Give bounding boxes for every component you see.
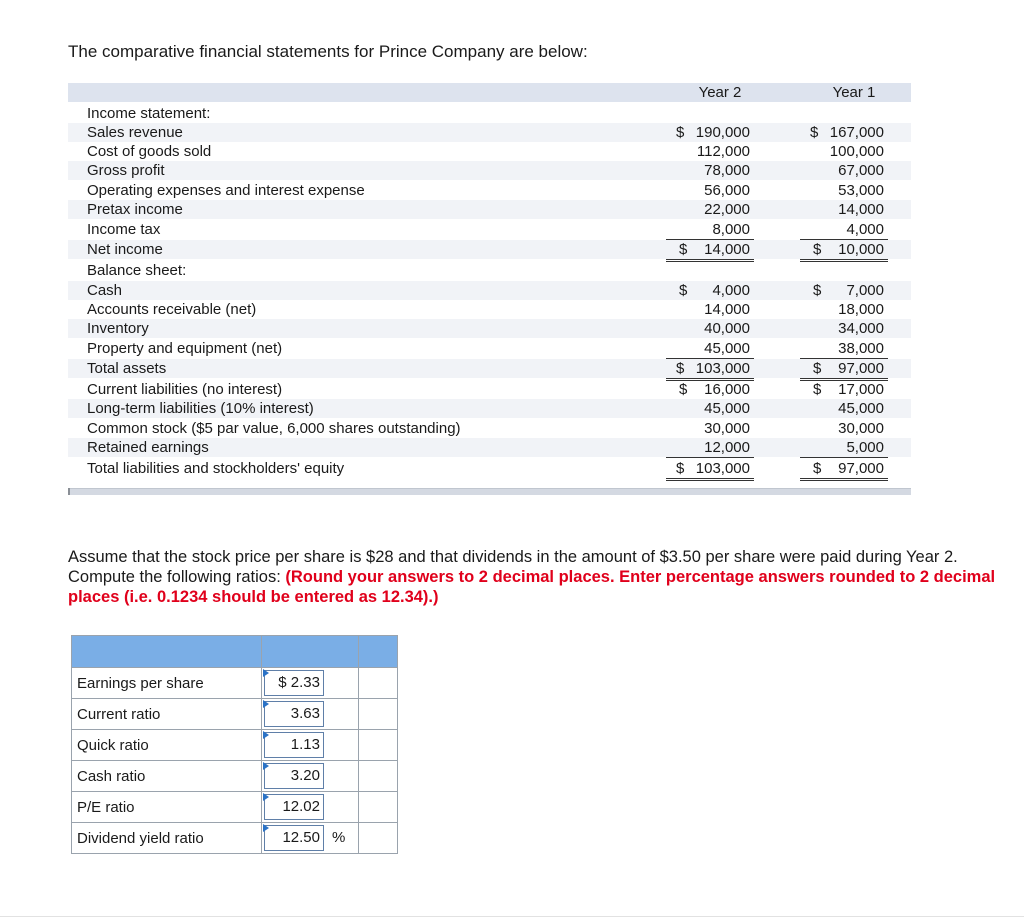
underline (800, 457, 888, 458)
currency-sign: $ (676, 124, 685, 141)
statement-value-y1: 30,000 (838, 420, 884, 437)
statement-row-label: Cost of goods sold (87, 143, 212, 160)
ratio-row (72, 730, 398, 761)
currency-sign: $ (813, 241, 822, 258)
underline (800, 259, 888, 260)
currency-sign: $ (813, 460, 822, 477)
financial-statement (68, 83, 911, 493)
ratio-value-cell (262, 699, 359, 730)
statement-value-y1: 14,000 (838, 201, 884, 218)
statement-value-y2: 103,000 (695, 360, 750, 377)
statement-row-label: Long-term liabilities (10% interest) (87, 400, 314, 417)
statement-value-y1: 167,000 (829, 124, 884, 141)
earnings-per-share-input[interactable]: $ 2.33 (264, 670, 324, 696)
ratio-name: Dividend yield ratio (72, 823, 262, 854)
statement-value-y1: 45,000 (838, 400, 884, 417)
underline (666, 457, 754, 458)
currency-sign: $ (813, 282, 822, 299)
header-cell-unit (359, 636, 398, 668)
statement-value-y1: 100,000 (829, 143, 884, 160)
statement-row-label: Retained earnings (87, 439, 209, 456)
ratio-name: Cash ratio (72, 761, 262, 792)
header-cell-name (72, 636, 262, 668)
statement-value-y2: 8,000 (712, 221, 750, 238)
ratio-table-header (72, 636, 398, 668)
statement-row-label: Net income (87, 241, 163, 258)
ratio-name: Current ratio (72, 699, 262, 730)
currency-sign: $ (679, 282, 688, 299)
statement-row-label: Cash (87, 282, 123, 299)
ratio-unit-cell (359, 792, 398, 823)
statement-value-y1: 10,000 (838, 241, 884, 258)
statement-row-label: Sales revenue (87, 124, 183, 141)
page-divider (0, 916, 1024, 917)
double-underline (666, 480, 754, 481)
statement-value-y1: 97,000 (838, 460, 884, 477)
statement-value-y2: 56,000 (704, 182, 750, 199)
statement-value-y2: 4,000 (712, 282, 750, 299)
statement-value-y2: 14,000 (704, 301, 750, 318)
statement-value-y1: 4,000 (846, 221, 884, 238)
statement-value-y2: 103,000 (695, 460, 750, 477)
statement-value-y1: 67,000 (838, 162, 884, 179)
unit-label: % (332, 829, 346, 846)
currency-sign: $ (679, 241, 688, 258)
ratio-name: P/E ratio (72, 792, 262, 823)
column-header-year-2: Year 2 (698, 84, 742, 101)
currency-sign: $ (679, 381, 688, 398)
ratio-row (72, 823, 398, 854)
statement-value-y1: 53,000 (838, 182, 884, 199)
current-ratio-input[interactable]: 3.63 (264, 701, 324, 727)
currency-sign: $ (676, 460, 685, 477)
underline (666, 478, 754, 479)
statement-row-label: Common stock ($5 par value, 6,000 shares outstanding) (87, 420, 461, 437)
statement-row-label: Inventory (87, 320, 149, 337)
statement-row-label: Accounts receivable (net) (87, 301, 257, 318)
statement-value-y2: 12,000 (704, 439, 750, 456)
ratio-unit-cell (359, 668, 398, 699)
statement-value-y2: 22,000 (704, 201, 750, 218)
ratio-row (72, 668, 398, 699)
ratio-row (72, 761, 398, 792)
currency-sign: $ (813, 360, 822, 377)
cash-ratio-input[interactable]: 3.20 (264, 763, 324, 789)
instructions (68, 547, 1008, 607)
statement-row-label: Property and equipment (net) (87, 340, 283, 357)
underline (666, 378, 754, 379)
p-e-ratio-input[interactable]: 12.02 (264, 794, 324, 820)
statement-value-y1: 97,000 (838, 360, 884, 377)
header-cell-value (262, 636, 359, 668)
statement-row-label: Gross profit (87, 162, 165, 179)
statement-value-y1: 17,000 (838, 381, 884, 398)
statement-value-y1: 5,000 (846, 439, 884, 456)
statement-scrollbar[interactable] (68, 488, 911, 495)
rounding-note: (Round your answers to 2 decimal places. Enter percentage answers rounded to 2 decimal places (i.e. 0.1234 should be entered as 12.34).) (68, 568, 996, 606)
statement-row-label: Pretax income (87, 201, 183, 218)
currency-sign: $ (810, 124, 819, 141)
statement-value-y2: 78,000 (704, 162, 750, 179)
statement-value-y2: 45,000 (704, 340, 750, 357)
statement-value-y2: 14,000 (704, 241, 750, 258)
instructions-text: Assume that the stock price per share is $28 and that dividends in the amount of $3.50 per share were paid during Year 2. Compute the following ratios: (68, 548, 958, 586)
underline (800, 478, 888, 479)
statement-row-label: Balance sheet: (87, 262, 187, 279)
statement-value-y2: 40,000 (704, 320, 750, 337)
double-underline (800, 480, 888, 481)
ratio-table (71, 635, 398, 854)
column-header-year-1: Year 1 (832, 84, 876, 101)
ratio-unit-cell (359, 730, 398, 761)
statement-row-label: Current liabilities (no interest) (87, 381, 283, 398)
ratio-unit-cell (359, 823, 398, 854)
statement-row-label: Total liabilities and stockholders' equity (87, 460, 345, 477)
ratio-unit-cell (359, 699, 398, 730)
statement-value-y1: 34,000 (838, 320, 884, 337)
ratio-row (72, 792, 398, 823)
ratio-value-cell (262, 823, 359, 854)
ratio-value-cell (262, 761, 359, 792)
ratio-value-cell (262, 668, 359, 699)
dividend-yield-ratio-input[interactable]: 12.50 (264, 825, 324, 851)
statement-value-y2: 30,000 (704, 420, 750, 437)
intro-text: The comparative financial statements for Prince Company are below: (68, 42, 588, 61)
statement-row-label: Total assets (87, 360, 167, 377)
ratio-value-cell (262, 730, 359, 761)
statement-value-y1: 38,000 (838, 340, 884, 357)
statement-row-label: Income tax (87, 221, 161, 238)
underline (666, 259, 754, 260)
currency-sign: $ (676, 360, 685, 377)
statement-value-y1: 18,000 (838, 301, 884, 318)
statement-value-y2: 45,000 (704, 400, 750, 417)
currency-sign: $ (813, 381, 822, 398)
statement-value-y2: 112,000 (696, 143, 750, 160)
ratio-name: Quick ratio (72, 730, 262, 761)
ratio-value-cell (262, 792, 359, 823)
statement-row-label: Operating expenses and interest expense (87, 182, 365, 199)
statement-value-y1: 7,000 (846, 282, 884, 299)
double-underline (800, 261, 888, 262)
statement-header-band (68, 83, 911, 102)
statement-row-label: Income statement: (87, 105, 211, 122)
ratio-row (72, 699, 398, 730)
double-underline (666, 261, 754, 262)
statement-value-y2: 16,000 (704, 381, 750, 398)
statement-value-y2: 190,000 (695, 124, 750, 141)
ratio-name: Earnings per share (72, 668, 262, 699)
quick-ratio-input[interactable]: 1.13 (264, 732, 324, 758)
underline (800, 378, 888, 379)
ratio-unit-cell (359, 761, 398, 792)
